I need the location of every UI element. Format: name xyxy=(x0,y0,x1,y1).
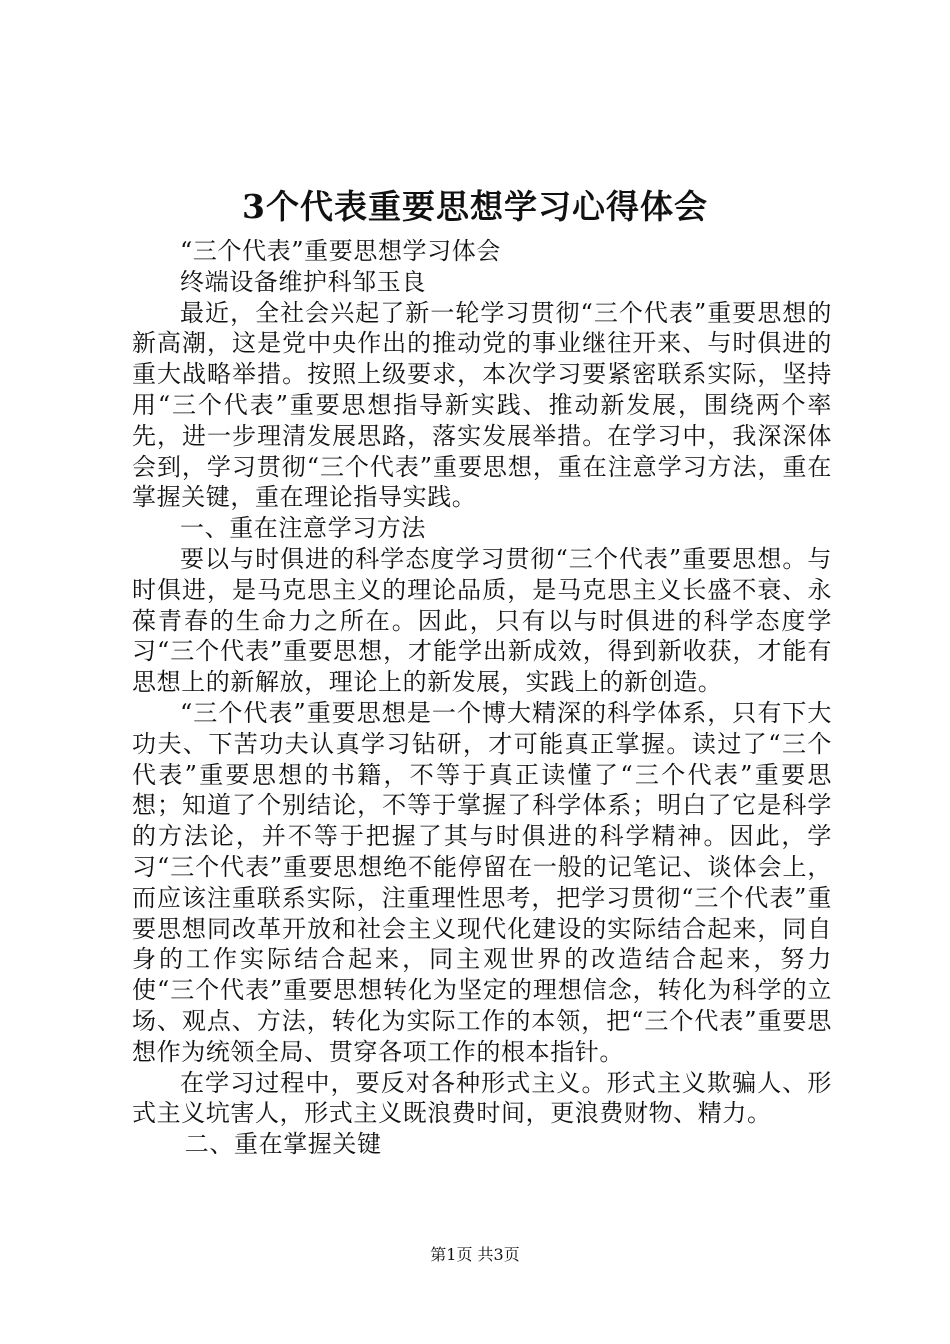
paragraph-intro: 最近，全社会兴起了新一轮学习贯彻“三个代表”重要思想的新高潮，这是党中央作出的推动党的事业继往开来、与时俱进的重大战略举措。按照上级要求，本次学习要紧密联系实际，坚持用“三个代表”重要思想指导新实践、推动新发展，围绕两个率先，进一步理清发展思路，落实发展举措。在学习中，我深深体会到，学习贯彻“三个代表”重要思想，重在注意学习方法，重在掌握关键，重在理论指导实践。 xyxy=(132,298,832,512)
page-number-footer: 第1页 共3页 xyxy=(430,1245,520,1264)
paragraph-section-1b: “三个代表”重要思想是一个博大精深的科学体系，只有下大功夫、下苦功夫认真学习钻研，才可能真正掌握。读过了“三个代表”重要思想的书籍，不等于真正读懂了“三个代表”重要思想；知道了个别结论，不等于掌握了科学体系；明白了它是科学的方法论，并不等于把握了其与时俱进的科学精神。因此，学习“三个代表”重要思想绝不能停留在一般的记笔记、谈体会上，而应该注重联系实际，注重理性思考，把学习贯彻“三个代表”重要思想同改革开放和社会主义现代化建设的实际结合起来，同自身的工作实际结合起来，同主观世界的改造结合起来，努力使“三个代表”重要思想转化为坚定的理想信念，转化为科学的立场、观点、方法，转化为实际工作的本领，把“三个代表”重要思想作为统领全局、贯穿各项工作的根本指针。 xyxy=(132,698,832,1066)
section-heading-1: 一、重在注意学习方法 xyxy=(180,514,426,543)
paragraph-subtitle: “三个代表”重要思想学习体会 xyxy=(180,237,501,265)
paragraph-section-1a: 要以与时俱进的科学态度学习贯彻“三个代表”重要思想。与时俱进，是马克思主义的理论品质，是马克思主义长盛不衰、永葆青春的生命力之所在。因此，只有以与时俱进的科学态度学习“三个代表”重要思想，才能学出新成效，得到新收获，才能有思想上的新解放，理论上的新发展，实践上的新创造。 xyxy=(132,544,832,697)
document-body xyxy=(132,236,832,1160)
paragraph-author: 终端设备维护科邹玉良 xyxy=(180,267,426,296)
document-title: 3个代表重要思想学习心得体会 xyxy=(242,187,708,226)
section-heading-2: 二、重在掌握关键 xyxy=(184,1130,382,1159)
paragraph-section-1c: 在学习过程中，要反对各种形式主义。形式主义欺骗人、形式主义坑害人，形式主义既浪费时间，更浪费财物、精力。 xyxy=(132,1068,832,1128)
